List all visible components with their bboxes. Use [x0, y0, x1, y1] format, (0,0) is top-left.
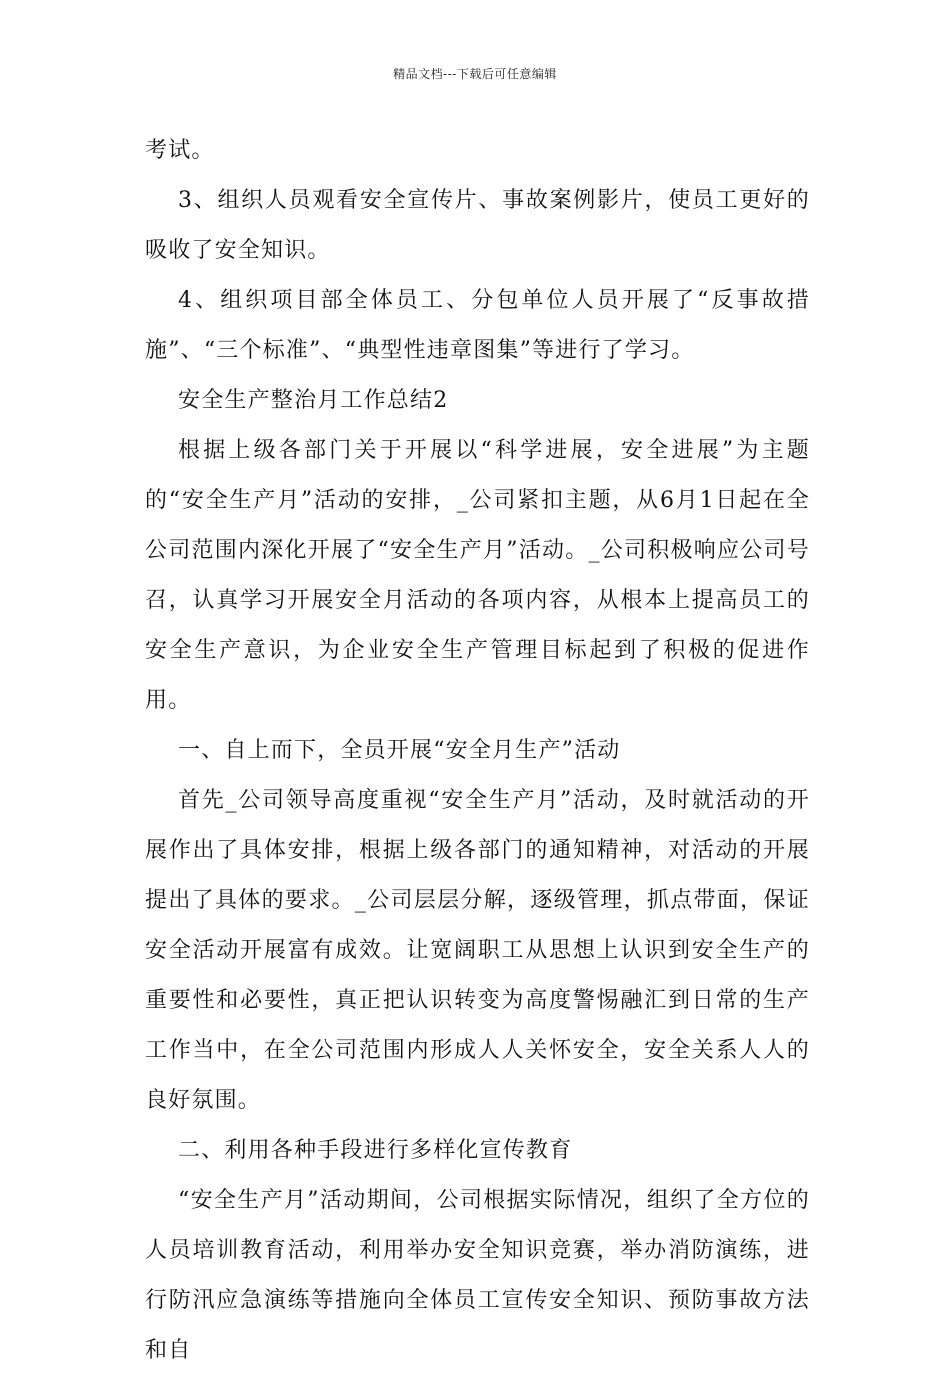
paragraph-exam-end: 考试。 [145, 138, 215, 163]
paragraph-item-3: 3、组织人员观看安全宣传片、事故案例影片，使员工更好的吸收了安全知识。 [145, 188, 810, 263]
paragraph-section-2: “安全生产月”活动期间，公司根据实际情况，组织了全方位的人员培训教育活动，利用举办安全知识竞赛，举办消防演练，进行防汛应急演练等措施向全体员工宣传安全知识、预防事故方法和自 [145, 1188, 810, 1363]
paragraph-section-1: 首先_公司领导高度重视“安全生产月”活动，及时就活动的开展作出了具体安排，根据上级各部门的通知精神，对活动的开展提出了具体的要求。_公司层层分解，逐级管理，抓点带面，保证安全活动开展富有成效。让宽阔职工从思想上认识到安全生产的重要性和必要性，真正把认识转变为高度警惕融汇到日常的生产工作当中，在全公司范围内形成人人关怀安全，安全关系人人的良好氛围。 [145, 788, 810, 1113]
paragraph-intro: 根据上级各部门关于开展以“科学进展，安全进展”为主题的“安全生产月”活动的安排，_公司紧扣主题，从6月1日起在全公司范围内深化开展了“安全生产月”活动。_公司积极响应公司号召，认真学习开展安全月活动的各项内容，从根本上提高员工的安全生产意识，为企业安全生产管理目标起到了积极的促进作用。 [145, 438, 810, 713]
document-body [145, 126, 810, 1376]
section-title: 安全生产整治月工作总结2 [178, 388, 449, 413]
paragraph-item-4: 4、组织项目部全体员工、分包单位人员开展了“反事故措施”、“三个标准”、“典型性违章图集”等进行了学习。 [145, 288, 810, 363]
heading-section-2: 二、利用各种手段进行多样化宣传教育 [178, 1138, 573, 1163]
heading-section-1: 一、自上而下，全员开展“安全月生产”活动 [178, 738, 621, 763]
page-header: 精品文档---下载后可任意编辑 [393, 67, 557, 81]
